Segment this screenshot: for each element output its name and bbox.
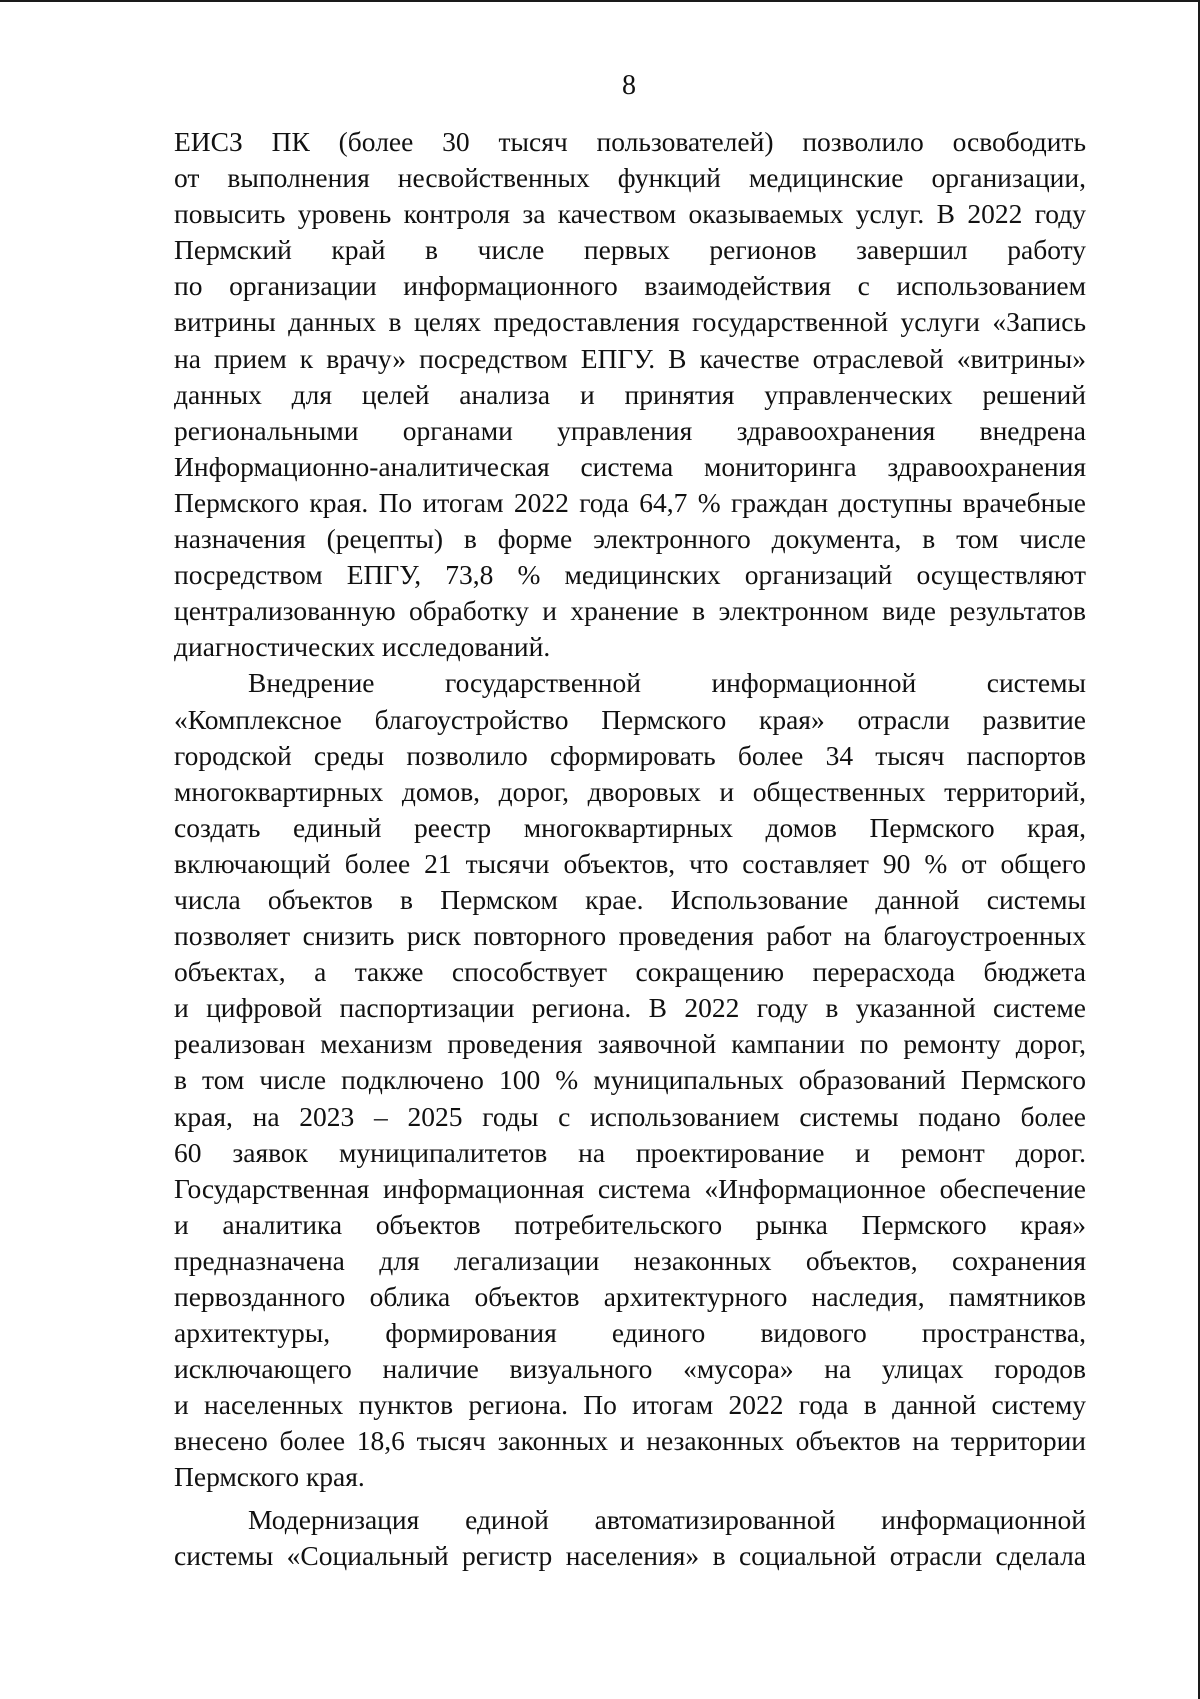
paragraph [174,665,1086,1495]
text-line: предназначена для легализации незаконных объектов, сохранения [174,1244,1086,1276]
paragraph [174,124,1086,665]
text-line: Информационно-аналитическая система мониторинга здравоохранения [174,450,1086,482]
text-line: объектах, а также способствует сокращению перерасхода бюджета [174,956,1086,988]
text-line: Пермского края. [174,1461,365,1493]
text-line: региональными органами управления здравоохранения внедрена [174,414,1086,446]
text-line: края, на 2023 – 2025 годы с использованием системы подано более [174,1100,1086,1132]
paragraph [174,1502,1086,1574]
text-line: назначения (рецепты) в форме электронного документа, в том числе [174,523,1086,555]
text-line: архитектуры, формирования единого видового пространства, [174,1317,1086,1349]
text-line: Государственная информационная система «Информационное обеспечение [174,1172,1086,1204]
text-line: городской среды позволило сформировать более 34 тысяч паспортов [174,739,1086,771]
text-line: Пермского края. По итогам 2022 года 64,7 % граждан доступны врачебные [174,486,1086,518]
text-line: включающий более 21 тысячи объектов, что составляет 90 % от общего [174,847,1086,879]
text-line: первозданного облика объектов архитектурного наследия, памятников [174,1281,1086,1312]
text-line: внесено более 18,6 тысяч законных и незаконных объектов на территории [174,1425,1086,1457]
text-line: в том числе подключено 100 % муниципальных образований Пермского [174,1064,1086,1096]
text-line: от выполнения несвойственных функций медицинские организации, [174,162,1086,194]
text-line: централизованную обработку и хранение в электронном виде результатов [174,595,1086,627]
document-body [174,124,1086,1574]
page-number: 8 [622,70,636,101]
text-line: ЕИСЗ ПК (более 30 тысяч пользователей) позволило освободить [174,126,1086,157]
text-line: создать единый реестр многоквартирных домов Пермского края, [174,811,1086,843]
text-line: Внедрение государственной информационной системы [248,667,1086,699]
text-line: и населенных пунктов региона. По итогам 2022 года в данной систему [174,1389,1086,1421]
text-line: «Комплексное благоустройство Пермского края» отрасли развитие [174,703,1086,735]
text-line: 60 заявок муниципалитетов на проектирование и ремонт дорог. [174,1136,1086,1168]
text-line: Модернизация единой автоматизированной информационной [248,1503,1086,1535]
text-line: Пермский край в числе первых регионов завершил работу [174,234,1086,266]
text-line: диагностических исследований. [174,631,551,663]
text-line: на прием к врачу» посредством ЕПГУ. В качестве отраслевой «витрины» [174,342,1086,374]
text-line: повысить уровень контроля за качеством оказываемых услуг. В 2022 году [174,198,1086,230]
text-line: исключающего наличие визуального «мусора» на улицах городов [174,1353,1086,1385]
text-line: числа объектов в Пермском крае. Использование данной системы [174,883,1086,915]
text-line: системы «Социальный регистр населения» в социальной отрасли сделала [174,1539,1086,1571]
text-line: посредством ЕПГУ, 73,8 % медицинских организаций осуществляют [174,559,1086,591]
text-line: по организации информационного взаимодействия с использованием [174,270,1086,302]
text-line: и цифровой паспортизации региона. В 2022 году в указанной системе [174,992,1086,1024]
text-line: реализован механизм проведения заявочной кампании по ремонту дорог, [174,1028,1086,1060]
text-line: многоквартирных домов, дорог, дворовых и общественных территорий, [174,775,1086,807]
text-line: витрины данных в целях предоставления государственной услуги «Запись [174,306,1086,338]
text-line: позволяет снизить риск повторного проведения работ на благоустроенных [174,920,1086,952]
text-line: и аналитика объектов потребительского рынка Пермского края» [174,1208,1086,1240]
text-line: данных для целей анализа и принятия управленческих решений [174,378,1086,410]
